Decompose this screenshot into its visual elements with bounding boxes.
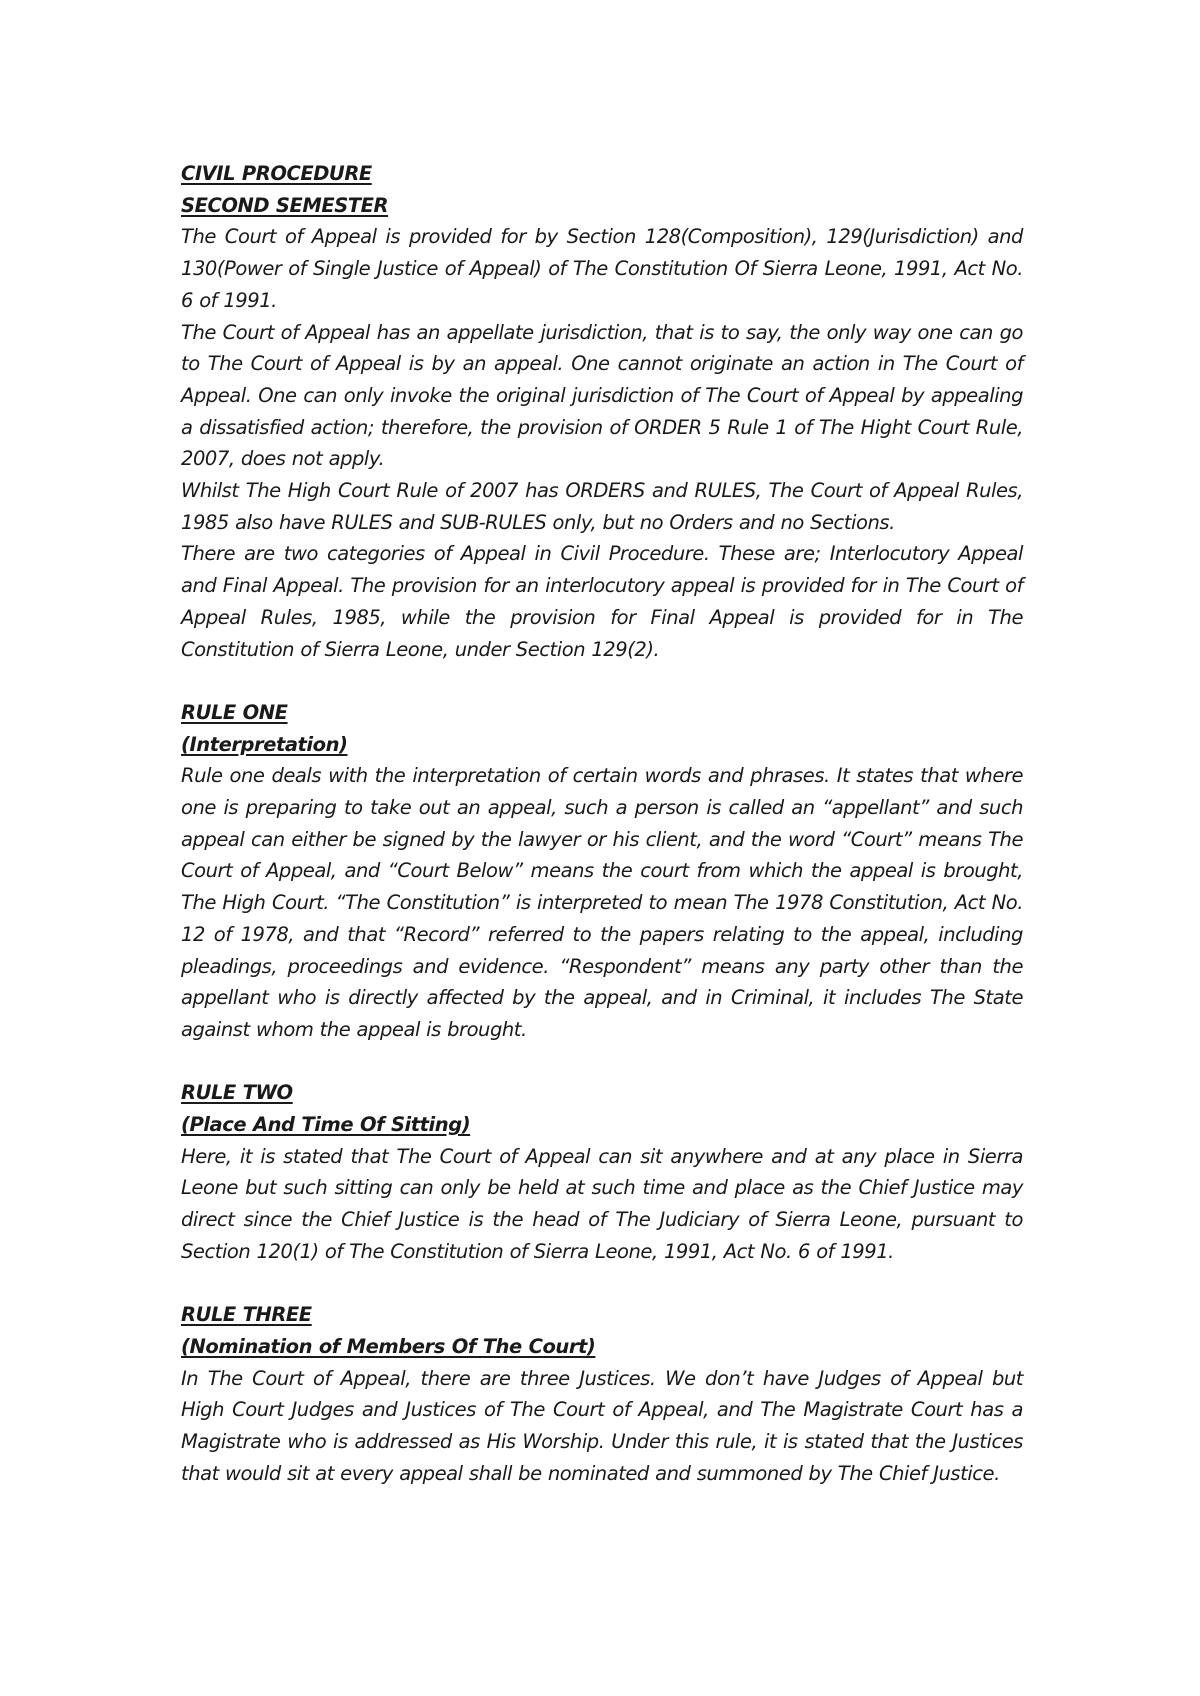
document-title: CIVIL PROCEDURE bbox=[181, 162, 372, 185]
document-body bbox=[181, 158, 1023, 1489]
section-spacer bbox=[181, 1046, 1023, 1078]
rule-one-text: Rule one deals with the interpretation of certain words and phrases. It states that where one is preparing to take out an appeal, such a person is called an “appellant” and such appeal can either be signed by the lawyer or his client, and the word “Court” means The Court of Appeal, and “Court Below” means the court from which the appeal is brought, The High Court. “The Constitution” is interpreted to mean The 1978 Constitution, Act No. 12 of 1978, and that “Record” referred to the papers relating to the appeal, including pleadings, proceedings and evidence. “Respondent” means any party other than the appellant who is directly affected by the appeal, and in Criminal, it includes The State against whom the appeal is brought. bbox=[181, 764, 1023, 1041]
rule-one-subheading: (Interpretation) bbox=[181, 732, 348, 756]
rule-two-heading: RULE TWO bbox=[181, 1081, 293, 1105]
rule-two-subheading: (Place And Time Of Sitting) bbox=[181, 1113, 471, 1137]
intro-paragraph: The Court of Appeal is provided for by Section 128(Composition), 129(Jurisdiction) and 130(Power of Single Justice of Appeal) of The Constitution Of Sierra Leone, 1991, Act No. 6 of 1991. bbox=[181, 225, 1023, 312]
intro-paragraph: There are two categories of Appeal in Civil Procedure. These are; Interlocutory Appeal and Final Appeal. The provision for an interlocutory appeal is provided for in The Court of Appeal Rules, 1985, while the provision for Final Appeal is provided for in The Constitution of Sierra Leone, under Section 129(2). bbox=[181, 542, 1023, 661]
rule-one-heading: RULE ONE bbox=[181, 700, 288, 724]
intro-paragraph: Whilst The High Court Rule of 2007 has ORDERS and RULES, The Court of Appeal Rules, 1985 also have RULES and SUB-RULES only, but no Orders and no Sections. bbox=[181, 479, 1023, 534]
intro-paragraph: The Court of Appeal has an appellate jurisdiction, that is to say, the only way one can go to The Court of Appeal is by an appeal. One cannot originate an action in The Court of Appeal. One can only invoke the original jurisdiction of The Court of Appeal by appealing a dissatisfied action; therefore, the provision of ORDER 5 Rule 1 of The Hight Court Rule, 2007, does not apply. bbox=[181, 320, 1023, 471]
section-spacer bbox=[181, 665, 1023, 697]
document-subtitle: SECOND SEMESTER bbox=[181, 193, 389, 217]
rule-two-text: Here, it is stated that The Court of Appeal can sit anywhere and at any place in Sierra Leone but such sitting can only be held at such time and place as the Chief Justice may direct since the Chief Justice is the head of The Judiciary of Sierra Leone, pursuant to Section 120(1) of The Constitution of Sierra Leone, 1991, Act No. 6 of 1991. bbox=[181, 1144, 1023, 1263]
section-spacer bbox=[181, 1268, 1023, 1300]
rule-three-subheading: (Nomination of Members Of The Court) bbox=[181, 1334, 596, 1358]
rule-three-text: In The Court of Appeal, there are three Justices. We don’t have Judges of Appeal but High Court Judges and Justices of The Court of Appeal, and The Magistrate Court has a Magistrate who is addressed as His Worship. Under this rule, it is stated that the Justices that would sit at every appeal shall be nominated and summoned by The Chief Justice. bbox=[181, 1366, 1023, 1485]
rule-three-heading: RULE THREE bbox=[181, 1303, 312, 1327]
